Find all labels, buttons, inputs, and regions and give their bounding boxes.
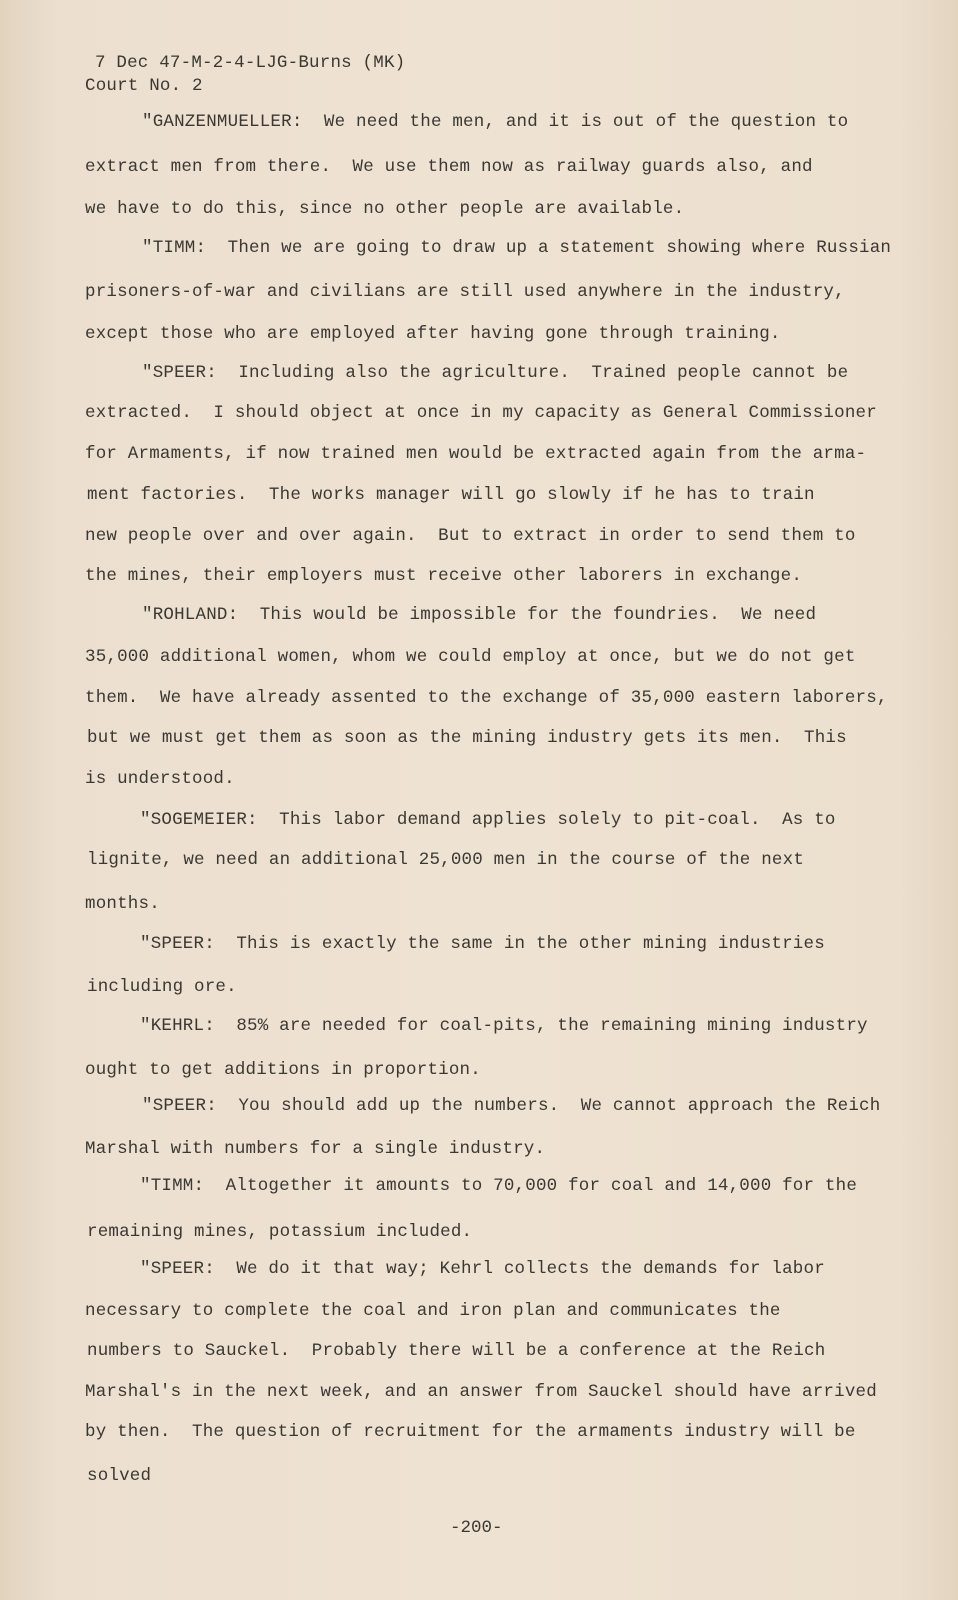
text-line: the mines, their employers must receive other laborers in exchange. xyxy=(85,566,803,586)
text-line: by then. The question of recruitment for the armaments industry will be xyxy=(85,1422,856,1442)
text-line: solved xyxy=(87,1466,152,1486)
text-line: lignite, we need an additional 25,000 men in the course of the next xyxy=(87,850,805,870)
text-line: 35,000 additional women, whom we could employ at once, but we do not get xyxy=(85,647,856,667)
text-line: "SPEER: You should add up the numbers. We cannot approach the Reich xyxy=(142,1096,881,1116)
text-line: Marshal's in the next week, and an answer from Sauckel should have arrived xyxy=(85,1382,877,1402)
text-line: prisoners-of-war and civilians are still used anywhere in the industry, xyxy=(85,282,845,302)
text-line: extracted. I should object at once in my capacity as General Commissioner xyxy=(85,403,877,423)
text-line: new people over and over again. But to extract in order to send them to xyxy=(85,526,856,546)
text-line: them. We have already assented to the exchange of 35,000 eastern laborers, xyxy=(85,688,888,708)
text-line: necessary to complete the coal and iron plan and communicates the xyxy=(85,1301,781,1321)
text-line: extract men from there. We use them now as railway guards also, and xyxy=(85,157,813,177)
text-line: "SPEER: This is exactly the same in the other mining industries xyxy=(140,934,825,954)
text-line: for Armaments, if now trained men would be extracted again from the arma- xyxy=(85,444,867,464)
header-reference: 7 Dec 47-M-2-4-LJG-Burns (MK) xyxy=(95,53,406,73)
text-line: "SOGEMEIER: This labor demand applies solely to pit-coal. As to xyxy=(140,810,836,830)
text-line: we have to do this, since no other people are available. xyxy=(85,199,685,219)
text-line: remaining mines, potassium included. xyxy=(87,1222,473,1242)
text-line: numbers to Sauckel. Probably there will be a conference at the Reich xyxy=(87,1341,826,1361)
text-line: "KEHRL: 85% are needed for coal-pits, the remaining mining industry xyxy=(140,1016,868,1036)
text-line: including ore. xyxy=(87,977,237,997)
text-line: except those who are employed after having gone through training. xyxy=(85,324,781,344)
text-line: Marshal with numbers for a single industry. xyxy=(85,1139,546,1159)
text-line: months. xyxy=(85,894,160,914)
text-line: "SPEER: Including also the agriculture. Trained people cannot be xyxy=(142,363,849,383)
text-line: "ROHLAND: This would be impossible for the foundries. We need xyxy=(142,605,817,625)
text-line: ought to get additions in proportion. xyxy=(85,1060,481,1080)
text-line: "GANZENMUELLER: We need the men, and it is out of the question to xyxy=(142,112,849,132)
text-line: but we must get them as soon as the mining industry gets its men. This xyxy=(87,728,847,748)
text-line: is understood. xyxy=(85,769,235,789)
text-line: "SPEER: We do it that way; Kehrl collects the demands for labor xyxy=(140,1259,825,1279)
text-line: "TIMM: Altogether it amounts to 70,000 for coal and 14,000 for the xyxy=(140,1176,858,1196)
header-court: Court No. 2 xyxy=(85,76,203,96)
text-line: ment factories. The works manager will go slowly if he has to train xyxy=(87,485,815,505)
text-line: "TIMM: Then we are going to draw up a statement showing where Russian xyxy=(142,238,892,258)
page-number: -200- xyxy=(450,1518,503,1538)
